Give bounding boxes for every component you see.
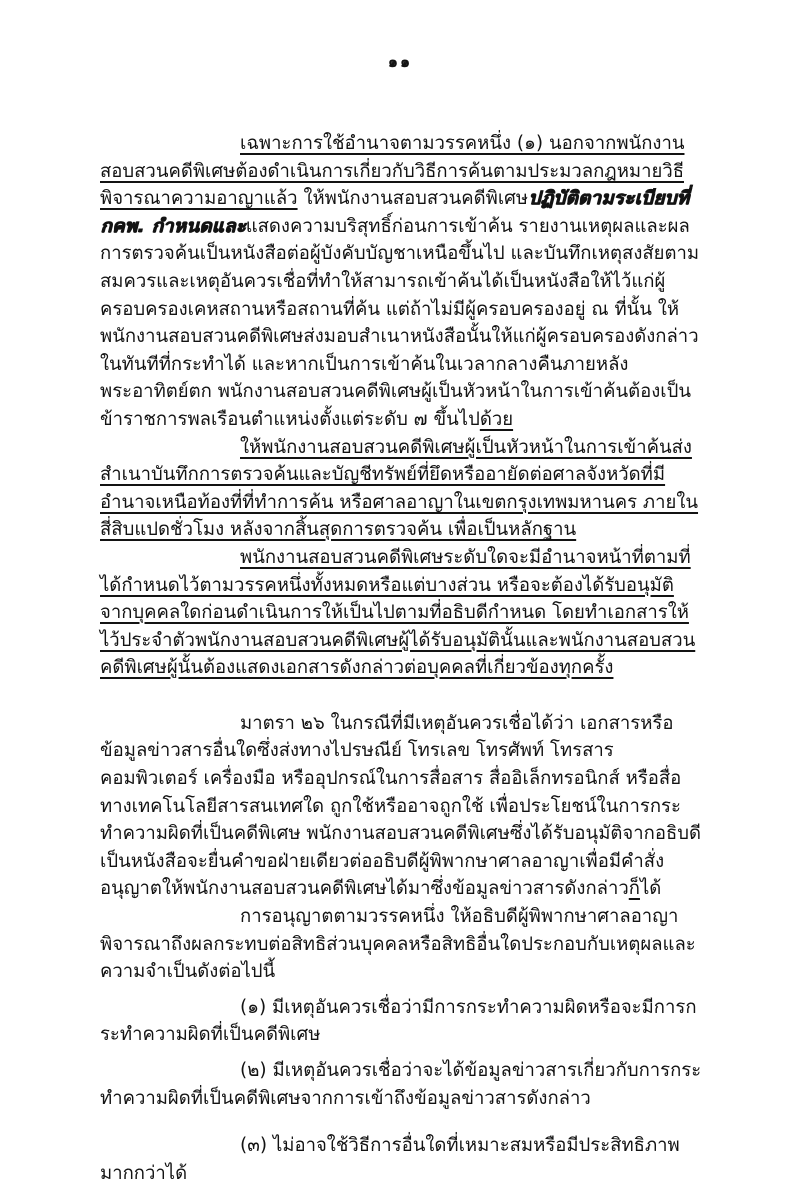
document-body xyxy=(100,130,704,1187)
body-text: ให้พนักงานสอบสวนคดีพิเศษ xyxy=(297,188,529,210)
paragraph-investigator-levels: พนักงานสอบสวนคดีพิเศษระดับใดจะมีอำนาจหน้าที่ตามที่ได้กำหนดไว้ตามวรรคหนึ่งทั้งหมดหรือแต่บางส่วน หรือจะต้องได้รับอนุมัติจากบุคคลใดก่อนดำเนินการให้เป็นไปตามที่อธิบดีกำหนด โดยทำเอกสารให้ไว้ประจำตัวพนักงานสอบสวนคดีพิเศษผู้ได้รับอนุมัตินั้นและพนักงานสอบสวนคดีพิเศษผู้นั้นต้องแสดงเอกสารดังกล่าวต่อบุคคลที่เกี่ยวข้องทุกครั้ง xyxy=(100,546,696,679)
page-number: ๑๑ xyxy=(387,52,413,71)
overstruck-text: ปฏิบัติตามระเบียบที่ กคพ. กำหนดและ xyxy=(100,188,689,237)
paragraph-section-26 xyxy=(100,710,704,903)
underlined-text: เฉพาะการใช้อำนาจตามวรรคหนึ่ง (๑) นอกจากพนักงานสอบสวนคดีพิเศษต้องดำเนินการเกี่ยวกับวิธีการค้นตามประมวลกฎหมายวิธีพิจารณาความอาญาแล้ว xyxy=(100,133,685,210)
paragraph-authorization-criteria: การอนุญาตตามวรรคหนึ่ง ให้อธิบดีผู้พิพากษาศาลอาญาพิจารณาถึงผลกระทบต่อสิทธิส่วนบุคคลหรือสิทธิอื่นใดประกอบกับเหตุผลและความจำเป็นดังต่อไปนี้ xyxy=(100,906,696,983)
underlined-text: ก็ xyxy=(628,878,640,900)
underlined-text: ด้วย xyxy=(479,408,514,430)
body-text: มาตรา ๒๖ ในกรณีที่มีเหตุอันควรเชื่อได้ว่า เอกสารหรือข้อมูลข่าวสารอื่นใดซึ่งส่งทางไปรษณีย์ โทรเลข โทรศัพท์ โทรสาร คอมพิวเตอร์ เครื่องมือ หรืออุปกรณ์ในการสื่อสาร สื่ออิเล็กทรอนิกส์ หรือสื่อทางเทคโนโลยีสารสนเทศใด ถูกใช้หรืออาจถูกใช้ เพื่อประโยชน์ในการกระทำความผิดที่เป็นคดีพิเศษ พนักงานสอบสวนคดีพิเศษซึ่งได้รับอนุมัติจากอธิบดีเป็นหนังสือจะยื่นคำขอฝ่ายเดียวต่ออธิบดีผู้พิพากษาศาลอาญาเพื่อมีคำสั่งอนุญาตให้พนักงานสอบสวนคดีพิเศษได้มาซึ่งข้อมูลข่าวสารดังกล่าว xyxy=(100,712,701,900)
list-item-3: (๓) ไม่อาจใช้วิธีการอื่นใดที่เหมาะสมหรือมีประสิทธิภาพมากกว่าได้ xyxy=(100,1135,680,1184)
body-text: แสดงความบริสุทธิ์ก่อนการเข้าค้น รายงานเหตุผลและผลการตรวจค้นเป็นหนังสือต่อผู้บังคับบัญชาเหนือขึ้นไป และบันทึกเหตุสงสัยตามสมควรและเหตุอันควรเชื่อที่ทำให้สามารถเข้าค้นได้เป็นหนังสือให้ไว้แก่ผู้ครอบครองเคหสถานหรือสถานที่ค้น แต่ถ้าไม่มีผู้ครอบครองอยู่ ณ ที่นั้น ให้พนักงานสอบสวนคดีพิเศษส่งมอบสำเนาหนังสือนั้นให้แก่ผู้ครอบครองดังกล่าวในทันทีที่กระทำได้ และหากเป็นการเข้าค้นในเวลากลางคืนภายหลังพระอาทิตย์ตก พนักงานสอบสวนคดีพิเศษผู้เป็นหัวหน้าในการเข้าค้นต้องเป็นข้าราชการพลเรือนตำแหน่งตั้งแต่ระดับ ๗ ขึ้นไป xyxy=(100,215,700,430)
list-item-2: (๒) มีเหตุอันควรเชื่อว่าจะได้ข้อมูลข่าวสารเกี่ยวกับการกระทำความผิดที่เป็นคดีพิเศษจากการเข้าถึงข้อมูลข่าวสารดังกล่าว xyxy=(100,1060,702,1109)
paragraph-search-report: ให้พนักงานสอบสวนคดีพิเศษผู้เป็นหัวหน้าในการเข้าค้นส่งสำเนาบันทึกการตรวจค้นและบัญชีทรัพย์ที่ยึดหรืออายัดต่อศาลจังหวัดที่มีอำนาจเหนือท้องที่ที่ทำการค้น หรือศาลอาญาในเขตกรุงเทพมหานคร ภายในสี่สิบแปดชั่วโมง หลังจากสิ้นสุดการตรวจค้น เพื่อเป็นหลักฐาน xyxy=(100,436,699,541)
list-item-1: (๑) มีเหตุอันควรเชื่อว่ามีการกระทำความผิดหรือจะมีการกระทำความผิดที่เป็นคดีพิเศษ xyxy=(100,996,697,1046)
body-text: ได้ xyxy=(639,878,662,900)
paragraph-search-authority xyxy=(100,130,704,434)
